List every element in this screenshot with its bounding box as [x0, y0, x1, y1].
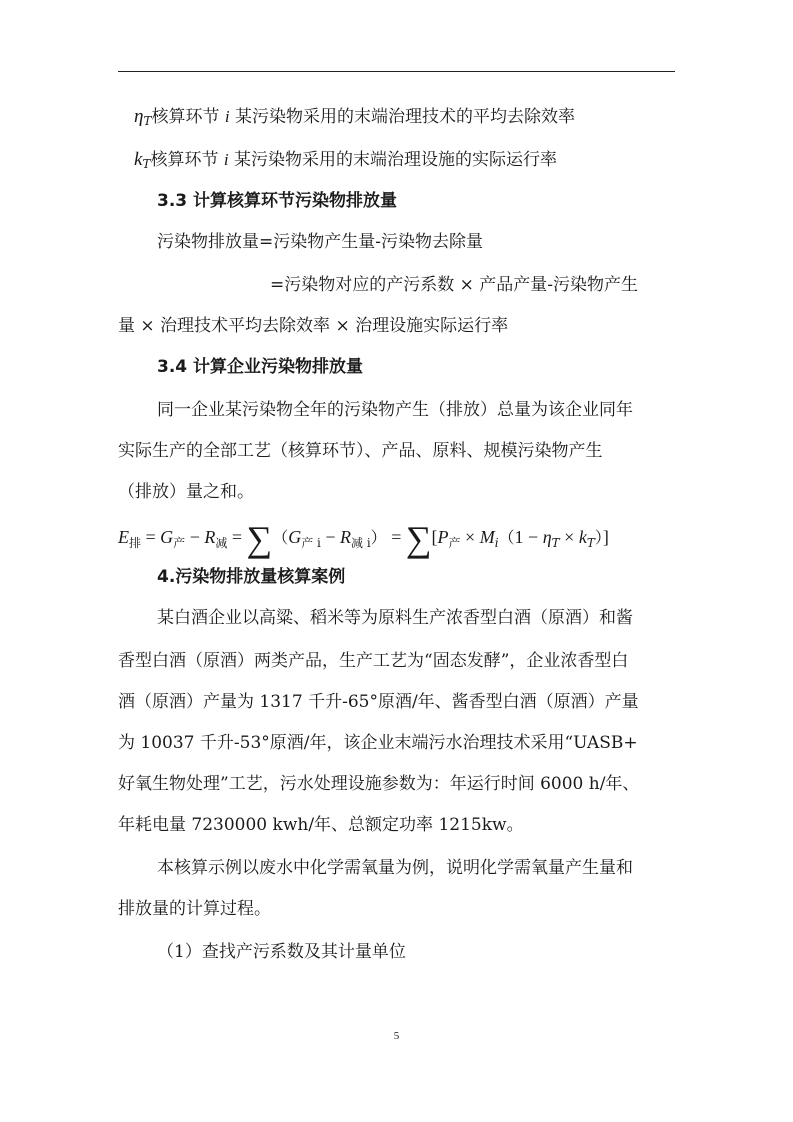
- heading-3-3: 3.3 计算核算环节污染物排放量: [157, 191, 398, 211]
- eq-bracket: ]: [602, 527, 609, 547]
- definition-eta: [134, 105, 575, 133]
- definition-text-a: 核算环节: [151, 107, 220, 127]
- eq-Ri-sub: 减 i: [351, 536, 371, 550]
- eq-R: R: [204, 527, 216, 547]
- eq-Gi-sub: 产 i: [301, 536, 321, 550]
- definition-text-a: 核算环节: [150, 150, 219, 170]
- var-i: i: [224, 107, 230, 126]
- eq-paren: ）: [594, 528, 603, 547]
- eq-paren: ）: [370, 528, 387, 547]
- paragraph-line: 酒（原酒）产量为 1317 千升-65°原酒/年、酱香型白酒（原酒）产量: [118, 692, 639, 712]
- paragraph-line: =污染物对应的产污系数 × 产品产量-污染物产生: [270, 275, 639, 295]
- k-symbol: k: [134, 149, 143, 170]
- paragraph-line: 本核算示例以废水中化学需氧量为例，说明化学需氧量产生量和: [157, 858, 633, 878]
- eq-eta: η: [542, 527, 552, 547]
- sum-symbol: ∑: [405, 519, 432, 559]
- eq-equals: =: [141, 527, 161, 547]
- eq-one-minus: 1 −: [514, 527, 543, 547]
- paragraph-line: 实际生产的全部工艺（核算环节）、产品、原料、规模污染物产生: [118, 441, 603, 461]
- heading-3-4: 3.4 计算企业污染物排放量: [157, 357, 364, 377]
- eq-times: ×: [460, 527, 480, 547]
- paragraph-line: 排放量的计算过程。: [118, 899, 271, 919]
- eq-times: ×: [559, 527, 579, 547]
- eq-E: E: [118, 527, 129, 547]
- eq-k-sub: T: [586, 536, 595, 550]
- paragraph-line: （1）查找产污系数及其计量单位: [157, 942, 406, 962]
- eq-equals: =: [386, 527, 406, 547]
- heading-4: 4.污染物排放量核算案例: [157, 567, 346, 587]
- paragraph-line: 为 10037 千升-53°原酒/年，该企业末端污水治理技术采用“UASB+: [118, 733, 638, 753]
- definition-text-b: 某污染物采用的末端治理设施的实际运行率: [234, 150, 557, 170]
- paragraph-line: 香型白酒（原酒）两类产品，生产工艺为“固态发酵”，企业浓香型白: [118, 651, 629, 671]
- paragraph-line: 量 × 治理技术平均去除效率 × 治理设施实际运行率: [118, 316, 509, 336]
- paragraph-line: 好氧生物处理”工艺，污水处理设施参数为：年运行时间 6000 h/年、: [118, 774, 640, 794]
- eq-M-sub: i: [494, 536, 499, 550]
- eq-Ri: R: [340, 527, 352, 547]
- eq-paren: （: [272, 528, 289, 547]
- paragraph-line: （排放）量之和。: [118, 482, 254, 502]
- eq-k: k: [578, 527, 587, 547]
- eq-eta-sub: T: [551, 536, 560, 550]
- eq-minus: −: [185, 527, 205, 547]
- k-subscript: T: [142, 157, 151, 171]
- eta-subscript: T: [143, 114, 152, 128]
- eq-paren: （: [498, 528, 515, 547]
- eq-P-sub: 产: [448, 536, 461, 550]
- paragraph-line: 年耗电量 7230000 kwh/年、总额定功率 1215kw。: [118, 815, 524, 835]
- eq-bracket: [: [431, 527, 438, 547]
- paragraph-line: 某白酒企业以高粱、稻米等为原料生产浓香型白酒（原酒）和酱: [157, 608, 633, 628]
- eta-symbol: η: [134, 106, 144, 127]
- paragraph-line: 污染物排放量=污染物产生量-污染物去除量: [157, 232, 483, 252]
- eq-M: M: [479, 527, 495, 547]
- eq-Gi: G: [288, 527, 302, 547]
- sum-symbol: ∑: [246, 519, 273, 559]
- emission-equation: [118, 518, 609, 560]
- var-i: i: [223, 150, 229, 169]
- paragraph-line: 同一企业某污染物全年的污染物产生（排放）总量为该企业同年: [157, 400, 633, 420]
- page-number: 5: [393, 1030, 400, 1042]
- eq-P: P: [437, 527, 449, 547]
- definition-text-b: 某污染物采用的末端治理技术的平均去除效率: [235, 107, 575, 127]
- header-rule: [118, 71, 675, 72]
- eq-minus: −: [320, 527, 341, 547]
- eq-G-sub: 产: [173, 536, 186, 550]
- eq-G: G: [160, 527, 174, 547]
- eq-equals: =: [227, 527, 247, 547]
- eq-E-sub: 排: [129, 536, 142, 550]
- definition-k: [134, 148, 557, 176]
- eq-R-sub: 减: [215, 536, 228, 550]
